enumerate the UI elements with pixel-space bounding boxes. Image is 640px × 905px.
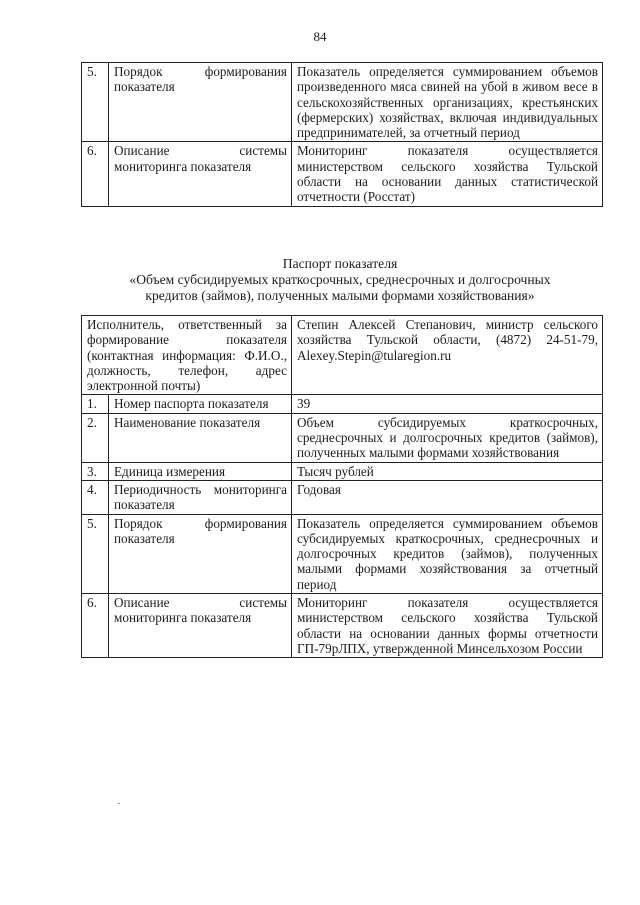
scan-artifact [118,803,120,804]
table-row [82,395,603,413]
row-value: Показатель определяется суммированием объемов произведенного мяса свиней на убой в живом весе в сельскохозяйственных организациях, крестьянских (фермерских) хозяйствах, включая индивидуальных предпринимателей, за отчетный период [292,63,603,142]
passport-table [81,315,603,658]
row-number: 6. [82,142,109,206]
row-label: Порядок формирования показателя [109,514,292,593]
row-label: Наименование показателя [109,413,292,462]
row-number: 4. [82,480,109,514]
row-number: 6. [82,594,109,658]
row-value: Показатель определяется суммированием объемов субсидируемых краткосрочных, среднесрочных и долгосрочных кредитов (займов), полученных малыми формами хозяйствования за отчетный период [292,514,603,593]
row-value: Мониторинг показателя осуществляется министерством сельского хозяйства Тульской области на основании данных статистической отчетности (Росстат) [292,142,603,206]
passport-title-line: кредитов (займов), полученных малыми формами хозяйствования» [145,288,535,303]
row-number: 3. [82,462,109,480]
row-number: 5. [82,63,109,142]
row-value: Годовая [292,480,603,514]
executor-value: Степин Алексей Степанович, министр сельского хозяйства Тульской области, (4872) 24-51-79, Alexey.Stepin@tularegion.ru [292,316,603,395]
row-value: Тысяч рублей [292,462,603,480]
row-value: Мониторинг показателя осуществляется министерством сельского хозяйства Тульской области на основании данных формы отчетности ГП-79рЛПХ, утвержденной Минсельхозом России [292,594,603,658]
executor-label: Исполнитель, ответственный за формирование показателя (контактная информация: Ф.И.О., должность, телефон, адрес электронной почты) [82,316,292,395]
table-row [82,462,603,480]
table-row [82,63,603,142]
row-number: 5. [82,514,109,593]
page-number: 84 [313,29,327,44]
row-value: 39 [292,395,603,413]
row-label: Описание системы мониторинга показателя [109,142,292,206]
row-label: Единица измерения [109,462,292,480]
passport-title-line: «Объем субсидируемых краткосрочных, среднесрочных и долгосрочных [129,272,551,287]
row-value: Объем субсидируемых краткосрочных, среднесрочных и долгосрочных кредитов (займов), полученных малыми формами хозяйствования [292,413,603,462]
passport-heading: Паспорт показателя [282,256,398,271]
table-row [82,413,603,462]
table-row [82,514,603,593]
row-label: Периодичность мониторинга показателя [109,480,292,514]
table-row [82,142,603,206]
table-row [82,480,603,514]
row-label: Описание системы мониторинга показателя [109,594,292,658]
row-number: 1. [82,395,109,413]
row-label: Номер паспорта показателя [109,395,292,413]
passport-header [90,256,590,304]
table-row [82,594,603,658]
indicator-table-continued [81,62,603,207]
executor-row [82,316,603,395]
row-label: Порядок формирования показателя [109,63,292,142]
row-number: 2. [82,413,109,462]
